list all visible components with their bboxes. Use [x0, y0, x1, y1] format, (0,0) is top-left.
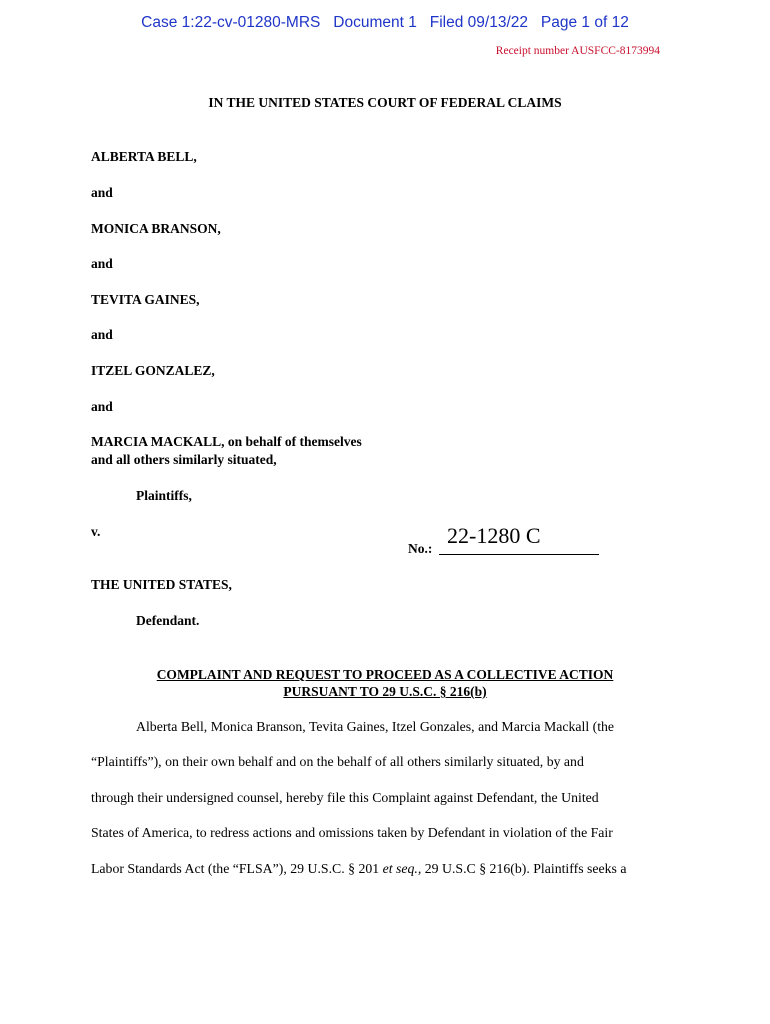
defendant-name: THE UNITED STATES,	[91, 577, 232, 592]
body-line-5-part-c: 29 U.S.C § 216(b). Plaintiffs seeks a	[421, 861, 627, 876]
case-number-value: 22-1280 C	[447, 523, 541, 548]
case-number-underline	[439, 554, 599, 555]
plaintiff-5-line-2: and all others similarly situated,	[91, 452, 277, 467]
complaint-title-line-1: COMPLAINT AND REQUEST TO PROCEED AS A COLLECTIVE ACTION	[156, 667, 614, 682]
conjunction-2: and	[91, 256, 113, 271]
receipt-number: Receipt number AUSFCC-8173994	[495, 45, 660, 57]
body-line-5-part-a: Labor Standards Act (the “FLSA”), 29 U.S.C. § 201	[91, 861, 383, 876]
body-line-5-italic: et seq.,	[382, 861, 422, 876]
plaintiff-2: MONICA BRANSON,	[91, 221, 221, 236]
body-line-3: through their undersigned counsel, hereby file this Complaint against Defendant, the United	[91, 790, 599, 805]
court-title: IN THE UNITED STATES COURT OF FEDERAL CLAIMS	[208, 95, 562, 110]
versus: v.	[91, 524, 101, 539]
defendant-label: Defendant.	[136, 613, 200, 628]
complaint-title-line-2: PURSUANT TO 29 U.S.C. § 216(b)	[283, 684, 487, 699]
plaintiff-4: ITZEL GONZALEZ,	[91, 363, 215, 378]
body-line-2: “Plaintiffs”), on their own behalf and on the behalf of all others similarly situated, by and	[91, 754, 584, 769]
case-stamp-header: Case 1:22-cv-01280-MRS Document 1 Filed 09/13/22 Page 1 of 12	[141, 14, 629, 31]
complaint-title	[0, 666, 770, 700]
body-line-5	[91, 861, 626, 877]
plaintiffs-label: Plaintiffs,	[136, 488, 192, 503]
conjunction-4: and	[91, 399, 113, 414]
conjunction-3: and	[91, 327, 113, 342]
case-number-label: No.:	[408, 541, 433, 556]
plaintiff-1: ALBERTA BELL,	[91, 149, 197, 164]
body-line-1: Alberta Bell, Monica Branson, Tevita Gaines, Itzel Gonzales, and Marcia Mackall (the	[136, 719, 615, 734]
conjunction-1: and	[91, 185, 113, 200]
body-line-4: States of America, to redress actions and omissions taken by Defendant in violation of the Fair	[91, 825, 613, 840]
plaintiff-5-line-1: MARCIA MACKALL, on behalf of themselves	[91, 434, 362, 449]
plaintiff-3: TEVITA GAINES,	[91, 292, 200, 307]
